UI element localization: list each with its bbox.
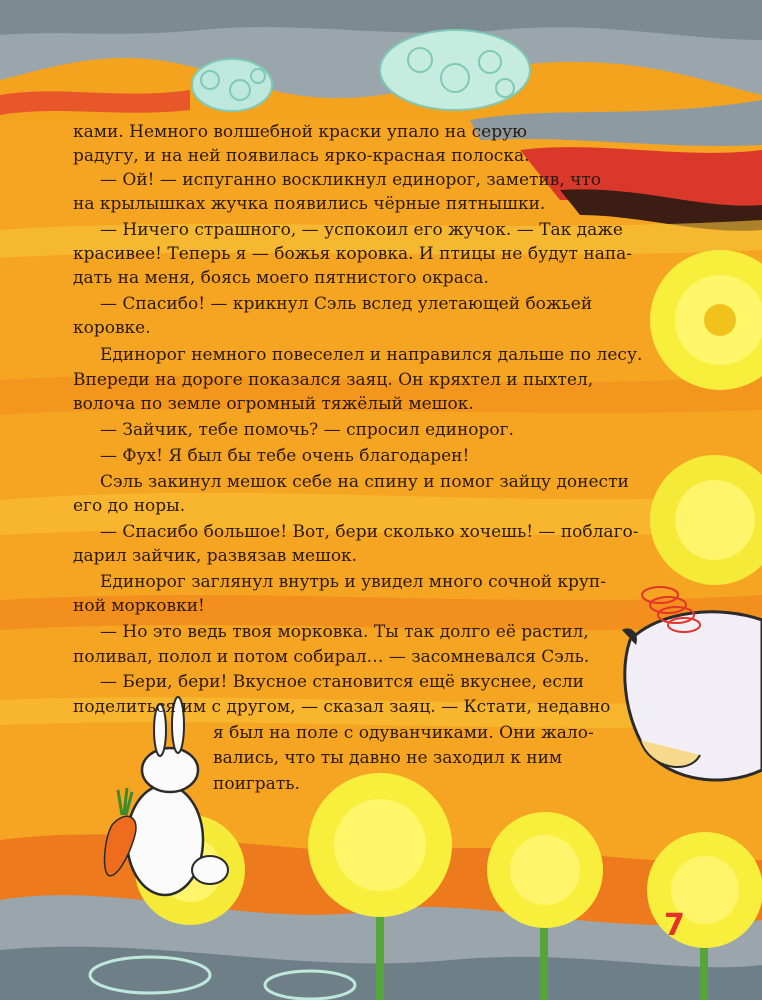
text-line: волоча по земле огромный тяжёлый мешок. [73,394,474,414]
text-line: — Ничего страшного, — успокоил его жучок. — Так даже [100,220,623,240]
text-line: Единорог заглянул внутрь и увидел много сочной круп- [100,572,607,592]
text-line: Единорог немного повеселел и направился дальше по лесу. [100,345,643,365]
text-line: его до норы. [73,496,186,516]
text-line: красивее! Теперь я — божья коровка. И птицы не будут напа- [73,244,633,264]
text-line: ками. Немного волшебной краски упало на серую [73,122,527,142]
text-line: поделиться им с другом, — сказал заяц. — Кстати, недавно [73,697,611,717]
text-line: радугу, и на ней появилась ярко-красная полоска. [73,146,530,166]
text-line: — Фух! Я был бы тебе очень благодарен! [100,446,470,466]
text-line: ной морковки! [73,596,205,616]
text-line: на крылышках жучка появились чёрные пятнышки. [73,194,546,214]
text-line: вались, что ты давно не заходил к ним [213,748,563,768]
text-line: — Спасибо! — крикнул Сэль вслед улетающей божьей [100,294,593,314]
text-line: — Ой! — испуганно воскликнул единорог, заметив, что [100,170,602,190]
text-line: Впереди на дороге показался заяц. Он кряхтел и пыхтел, [73,370,594,390]
text-line: дать на меня, боясь моего пятнистого окраса. [73,268,489,288]
text-line: коровке. [73,318,151,338]
text-line: Сэль закинул мешок себе на спину и помог зайцу донести [100,472,629,492]
text-line: — Зайчик, тебе помочь? — спросил единорог. [100,420,514,440]
text-line: поиграть. [213,774,300,794]
page-number: 7 [664,908,685,943]
text-line: — Но это ведь твоя морковка. Ты так долго её растил, [100,622,589,642]
text-line: дарил зайчик, развязав мешок. [73,546,358,566]
swirl-cloud-left [192,59,272,111]
swirl-cloud-right [380,30,530,110]
text-line: поливал, полол и потом собирал… — засомневался Сэль. [73,647,590,667]
text-line: — Бери, бери! Вкусное становится ещё вкуснее, если [100,672,584,692]
text-line: я был на поле с одуванчиками. Они жало- [213,723,594,743]
text-line: — Спасибо большое! Вот, бери сколько хочешь! — поблаго- [100,522,639,542]
